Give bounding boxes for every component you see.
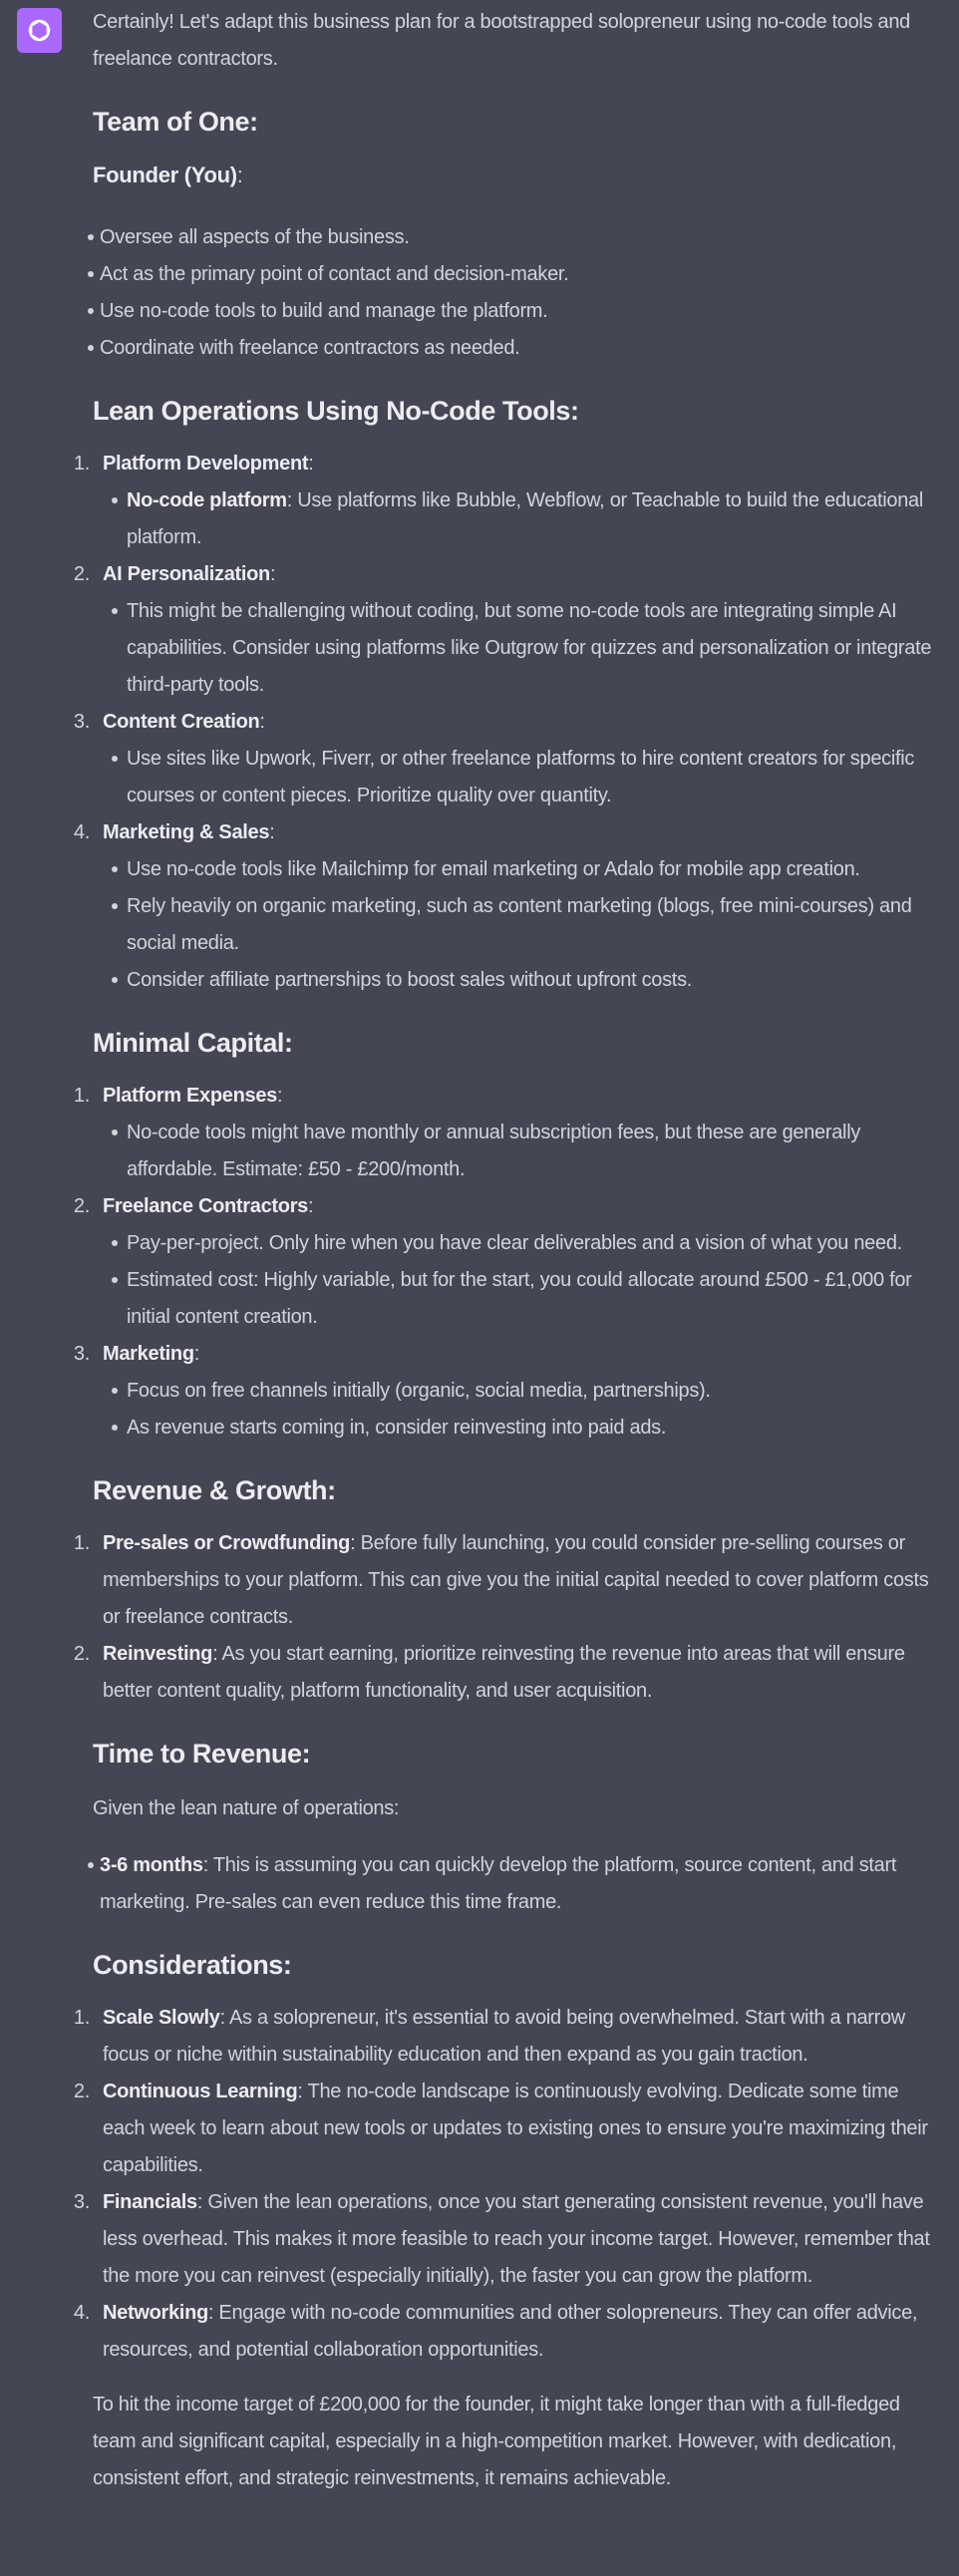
text-run: Rely heavily on organic marketing, such as content marketing (blogs, free mini-courses) and social media.	[127, 895, 912, 954]
list-item	[73, 2184, 942, 2295]
list-item-text	[100, 300, 547, 322]
bullet-icon	[112, 756, 118, 762]
list-item-text	[100, 1854, 896, 1913]
text-run: Estimated cost: Highly variable, but for the start, you could allocate around £500 - £1,000 for initial content creation.	[127, 1269, 912, 1328]
list-item	[93, 219, 942, 256]
assistant-avatar	[17, 8, 62, 53]
bullet-list	[103, 851, 942, 999]
list-item	[103, 888, 942, 962]
list-item-text	[127, 969, 692, 991]
list-item	[103, 1373, 942, 1410]
bold-text: Financials	[103, 2191, 197, 2213]
list-item-text	[127, 600, 931, 696]
list-item	[73, 556, 942, 704]
list-item-text	[103, 1343, 199, 1365]
bold-text: Freelance Contractors	[103, 1195, 308, 1217]
bullet-icon	[112, 1388, 118, 1394]
list-number: 4.	[73, 2302, 90, 2324]
section-heading: Time to Revenue:	[93, 1739, 311, 1769]
list-item	[73, 1525, 942, 1636]
text-run: Focus on free channels initially (organic, social media, partnerships).	[127, 1380, 711, 1402]
list-item	[73, 2295, 942, 2369]
bullet-icon	[88, 1862, 94, 1868]
section-heading: Revenue & Growth:	[93, 1475, 336, 1505]
list-item-text	[103, 563, 275, 585]
section-heading: Considerations:	[93, 1950, 292, 1980]
text-run: Certainly! Let's adapt this business plan for a bootstrapped solopreneur using no-code tools and freelance contractors.	[93, 11, 910, 70]
list-item	[73, 704, 942, 814]
text-run: : Engage with no-code communities and other solopreneurs. They can offer advice, resources, and potential collaboration opportunities.	[103, 2302, 918, 2361]
text-run: : As a solopreneur, it's essential to avoid being overwhelmed. Start with a narrow focus or niche within sustainability education and then expand as you gain traction.	[103, 2007, 905, 2066]
list-item-text	[103, 1085, 282, 1107]
bold-text: Networking	[103, 2302, 208, 2324]
subsection-heading	[93, 157, 942, 193]
list-item-text	[103, 1195, 313, 1217]
list-item-text	[103, 453, 314, 475]
bold-text: Founder (You)	[93, 162, 237, 187]
list-number: 1.	[73, 453, 90, 475]
numbered-list	[73, 446, 942, 999]
bullet-icon	[112, 1240, 118, 1246]
bold-text: No-code platform	[127, 489, 287, 511]
list-number: 3.	[73, 2191, 90, 2213]
bullet-list	[103, 1225, 942, 1336]
bullet-icon	[112, 866, 118, 872]
list-item-text	[103, 1643, 905, 1702]
bold-text: AI Personalization	[103, 563, 270, 585]
list-item	[93, 256, 942, 293]
list-number: 1.	[73, 2007, 90, 2029]
text-run: To hit the income target of £200,000 for the founder, it might take longer than with a full-fledged team and significant capital, especially in a high-competition market. However, with dedication, consistent effort, and strategic reinvestments, it remains achievable.	[93, 2394, 900, 2489]
list-item-text	[127, 1122, 860, 1180]
list-item	[73, 1188, 942, 1336]
list-number: 2.	[73, 563, 90, 585]
list-item-text	[103, 2007, 905, 2066]
text-run: :	[308, 1195, 314, 1217]
section-heading: Team of One:	[93, 107, 258, 137]
list-item	[73, 2000, 942, 2074]
list-item-text	[103, 711, 265, 733]
bullet-icon	[112, 1277, 118, 1283]
list-item	[103, 593, 942, 704]
bold-text: 3-6 months	[100, 1854, 203, 1876]
section-heading: Minimal Capital:	[93, 1028, 293, 1058]
text-run: Oversee all aspects of the business.	[100, 226, 410, 248]
list-item	[103, 741, 942, 814]
list-item-text	[127, 1417, 666, 1439]
paragraph	[93, 2387, 942, 2497]
list-item	[93, 330, 942, 367]
numbered-list	[73, 1525, 942, 1710]
list-number: 1.	[73, 1085, 90, 1107]
bold-text: Platform Development	[103, 453, 309, 475]
text-run: :	[236, 162, 243, 187]
chatgpt-logo-icon	[25, 16, 54, 45]
numbered-list	[73, 2000, 942, 2369]
bold-text: Marketing	[103, 1343, 194, 1365]
list-item	[103, 1225, 942, 1262]
list-item	[103, 1115, 942, 1188]
message-content	[73, 4, 942, 2497]
list-item	[103, 1262, 942, 1336]
bold-text: Reinvesting	[103, 1643, 213, 1665]
bold-text: Scale Slowly	[103, 2007, 220, 2029]
list-item	[73, 446, 942, 556]
list-item	[73, 2074, 942, 2184]
list-item-text	[103, 2191, 930, 2287]
text-run: This might be challenging without coding, but some no-code tools are integrating simple AI capabilities. Consider using platforms like Outgrow for quizzes and personalization or integrate third-party tools.	[127, 600, 932, 696]
list-item-text	[127, 895, 912, 954]
bullet-icon	[112, 903, 118, 909]
text-run: : Use platforms like Bubble, Webflow, or Teachable to build the educational platform.	[127, 489, 924, 548]
bold-text: Pre-sales or Crowdfunding	[103, 1532, 351, 1554]
text-run: Given the lean nature of operations:	[93, 1797, 400, 1819]
list-item	[73, 1336, 942, 1447]
list-item	[103, 851, 942, 888]
list-number: 2.	[73, 1643, 90, 1665]
text-run: :	[308, 453, 314, 475]
bullet-icon	[112, 1425, 118, 1431]
text-run: : The no-code landscape is continuously evolving. Dedicate some time each week to learn about new tools or updates to existing ones to ensure you're maximizing their capabilities.	[103, 2081, 928, 2176]
bold-text: Continuous Learning	[103, 2081, 298, 2102]
bullet-icon	[88, 234, 94, 240]
text-run: Use no-code tools to build and manage the platform.	[100, 300, 548, 322]
paragraph	[93, 4, 942, 78]
bullet-list	[93, 219, 942, 367]
list-number: 3.	[73, 1343, 90, 1365]
list-item-text	[103, 2302, 917, 2361]
list-item-text	[127, 858, 860, 880]
text-run: Coordinate with freelance contractors as needed.	[100, 337, 520, 359]
list-item-text	[127, 489, 923, 548]
text-run: :	[193, 1343, 200, 1365]
text-run: :	[269, 563, 276, 585]
text-run: : Given the lean operations, once you start generating consistent revenue, you'll have less overhead. This makes it more feasible to reach your income target. However, remember that the more you can reinvest (especially initially), the faster you can grow the platform.	[103, 2191, 930, 2287]
list-item	[73, 1636, 942, 1710]
list-number: 4.	[73, 821, 90, 843]
list-item-text	[127, 1380, 711, 1402]
list-item	[93, 293, 942, 330]
section-heading: Lean Operations Using No-Code Tools:	[93, 396, 579, 426]
list-item-text	[100, 337, 519, 359]
list-item	[103, 483, 942, 556]
bold-text: Platform Expenses	[103, 1085, 277, 1107]
list-item-text	[103, 2081, 928, 2176]
bullet-list	[103, 741, 942, 814]
text-run: Consider affiliate partnerships to boost sales without upfront costs.	[127, 969, 693, 991]
list-item-text	[100, 226, 409, 248]
list-item	[103, 1410, 942, 1447]
text-run: Act as the primary point of contact and decision-maker.	[100, 263, 569, 285]
text-run: :	[276, 1085, 283, 1107]
list-item-text	[127, 1232, 902, 1254]
bullet-icon	[88, 345, 94, 351]
text-run: : This is assuming you can quickly develop the platform, source content, and start marketing. Pre-sales can even reduce this time frame.	[100, 1854, 897, 1913]
text-run: : Before fully launching, you could consider pre-selling courses or memberships to your platform. This can give you the initial capital needed to cover platform costs or freelance contracts.	[103, 1532, 929, 1628]
bullet-list	[103, 483, 942, 556]
text-run: Use sites like Upwork, Fiverr, or other freelance platforms to hire content creators for specific courses or content pieces. Prioritize quality over quantity.	[127, 748, 915, 806]
bullet-icon	[112, 977, 118, 983]
bullet-icon	[112, 608, 118, 614]
bold-text: Marketing & Sales	[103, 821, 270, 843]
bullet-icon	[88, 271, 94, 277]
text-run: : As you start earning, prioritize reinvesting the revenue into areas that will ensure better content quality, platform functionality, and user acquisition.	[103, 1643, 905, 1702]
list-number: 2.	[73, 1195, 90, 1217]
list-item	[93, 1847, 942, 1921]
list-item-text	[127, 748, 914, 806]
bullet-list	[103, 593, 942, 704]
list-item-text	[103, 821, 274, 843]
bullet-list	[93, 1847, 942, 1921]
list-number: 3.	[73, 711, 90, 733]
bullet-icon	[112, 1129, 118, 1135]
text-run: Use no-code tools like Mailchimp for email marketing or Adalo for mobile app creation.	[127, 858, 860, 880]
numbered-list	[73, 1078, 942, 1447]
bullet-icon	[88, 308, 94, 314]
text-run: :	[269, 821, 275, 843]
bullet-icon	[112, 497, 118, 503]
list-number: 2.	[73, 2081, 90, 2102]
list-item-text	[100, 263, 568, 285]
paragraph	[93, 1790, 942, 1827]
text-run: Pay-per-project. Only hire when you have clear deliverables and a vision of what you need.	[127, 1232, 902, 1254]
bold-text: Content Creation	[103, 711, 260, 733]
list-item-text	[103, 1532, 928, 1628]
list-item-text	[127, 1269, 912, 1328]
list-number: 1.	[73, 1532, 90, 1554]
list-item	[73, 814, 942, 999]
list-item	[103, 962, 942, 999]
bullet-list	[103, 1373, 942, 1447]
bullet-list	[103, 1115, 942, 1188]
list-item	[73, 1078, 942, 1188]
text-run: As revenue starts coming in, consider reinvesting into paid ads.	[127, 1417, 667, 1439]
text-run: No-code tools might have monthly or annual subscription fees, but these are generally affordable. Estimate: £50 - £200/month.	[127, 1122, 861, 1180]
text-run: :	[259, 711, 265, 733]
